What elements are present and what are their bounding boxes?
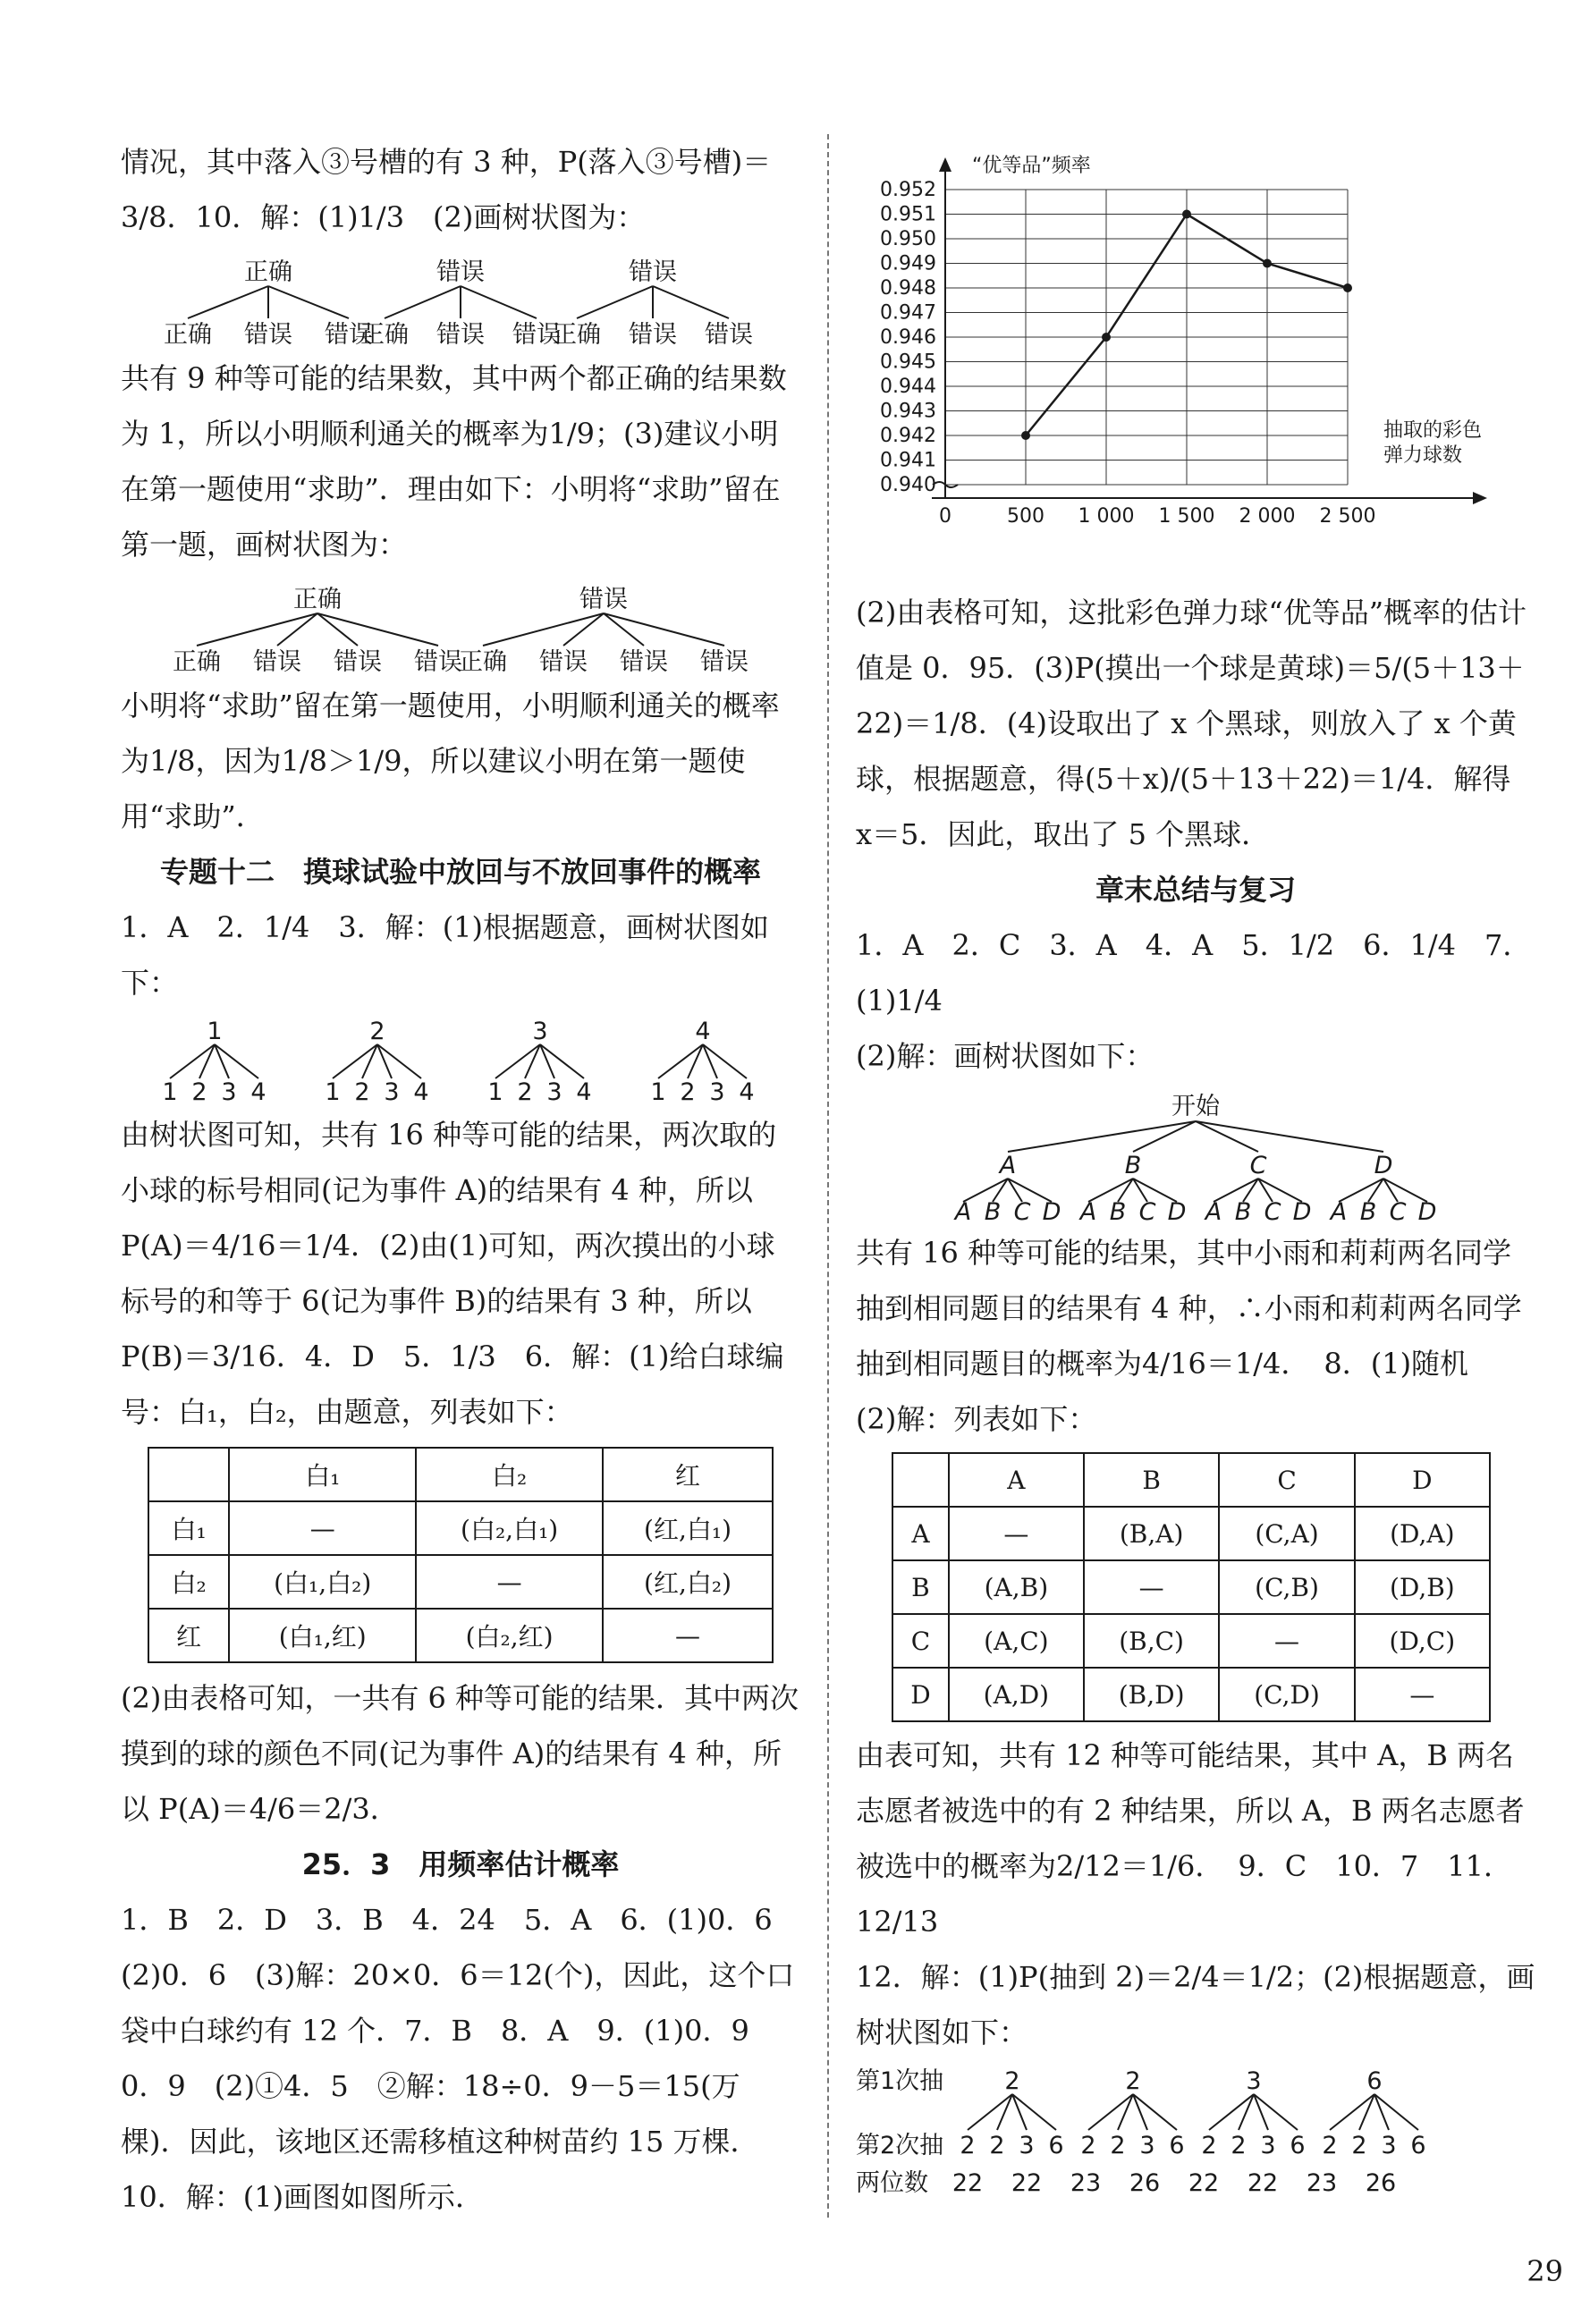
y-tick-label: 0.940 [880,474,936,496]
tree-leaf: C [1013,1198,1031,1221]
tree-leaf: 错误 [629,321,677,347]
tree-leaf: 2 [1322,2132,1338,2159]
tree-leaf: 错误 [334,648,382,674]
table-cell: (D,B) [1355,1560,1490,1614]
answer-paragraph: 1．A 2．1/4 3．解：(1)根据题意，画树状图如下： [121,910,770,1000]
section-heading: 章末总结与复习 [1095,873,1296,907]
tree-leaf: 正确 [173,648,221,674]
tree-group [1204,1152,1312,1221]
y-tick-label: 0.947 [880,301,936,325]
table-row [892,1507,1490,1560]
tree-node: A [999,1152,1017,1179]
number-label: 26 [1129,2169,1161,2197]
data-point [1343,283,1352,292]
x-tick-label: 1 500 [1158,505,1215,528]
x-tick-label: 2 000 [1239,505,1296,528]
tree-root: 错误 [629,258,677,286]
table-cell [148,1448,229,1501]
tree-leaf: C [1389,1198,1407,1221]
answer-paragraph: (2)由表格可知，这批彩色弹力球“优等品”概率的估计值是 0．95．(3)P(摸出一个球是黄球)＝5/(5＋13＋22)＝1/8．(4)设取出了 x 个黑球，则放入了 x 个黄球，根据题意，得(5＋x)/(5＋13＋22)＝1/4．解得 x＝5．因此，取出了 5 个黑球． [856,596,1527,851]
tree-group [553,258,753,347]
x-tick-label: 0 [939,505,951,528]
chart-grid [945,190,1348,485]
table-cell: (D,C) [1355,1614,1490,1668]
table-cell: B [892,1560,949,1614]
tree-group [487,1018,591,1103]
tree-leaf: 错误 [244,321,292,347]
tree-group [360,258,561,347]
tree-leaf: 3 [221,1078,237,1103]
tree-leaf: 6 [1048,2132,1064,2159]
page-number: 29 [1527,2254,1563,2288]
table-cell: 白₁ [148,1501,229,1555]
tree-leaf: 错误 [414,648,462,674]
y-tick-label: 0.941 [880,449,936,472]
tree-leaf: 2 [1201,2132,1217,2159]
tree-leaf: 2 [989,2132,1005,2159]
table-cell: 白₂ [416,1448,603,1501]
data-point [1102,333,1111,342]
tree-root: 2 [1004,2067,1020,2095]
chart-y-ticks [880,179,936,496]
table-row [892,1614,1490,1668]
table-cell: (A,B) [949,1560,1084,1614]
tree-leaf: A [1205,1198,1222,1221]
table-cell: A [892,1507,949,1560]
tree-root: 开始 [1171,1093,1220,1120]
tree-group [325,1018,428,1103]
tree-leaf: 正确 [459,648,507,674]
y-tick-label: 0.945 [880,351,936,374]
table-cell [892,1453,949,1507]
tree-leaf: 2 [354,1078,370,1103]
tree-leaf: 6 [1169,2132,1185,2159]
tree-leaf: 4 [413,1078,429,1103]
y-tick-label: 0.943 [880,400,936,423]
tree-leaf: D [1167,1198,1187,1221]
chart-x-label: 抽取的彩色弹力球数 [1383,419,1483,467]
tree-leaf: 错误 [325,321,373,347]
table-row [892,1560,1490,1614]
tree-leaf: 2 [680,1078,696,1103]
table-cell: D [1355,1453,1490,1507]
section-heading: 专题十二 摸球试验中放回与不放回事件的概率 [159,855,761,889]
left-column [121,134,800,2225]
table-cell: (白₂,红) [416,1609,603,1662]
tree-group [1078,1152,1187,1221]
tree-leaf: 2 [1110,2132,1126,2159]
tree-root: 3 [532,1018,548,1045]
tree-root: 4 [695,1018,711,1045]
tree-group [162,1018,266,1103]
tree-diagram-5 [856,2064,1535,2198]
table-cell: C [892,1614,949,1668]
table-cell: — [1219,1614,1354,1668]
number-label: 22 [1011,2169,1043,2197]
tree-leaf: C [1138,1198,1156,1221]
tree-root: 2 [369,1018,385,1045]
section-heading: 25．3 用频率估计概率 [301,1847,620,1881]
tree-root: 错误 [436,258,485,286]
data-point [1263,259,1272,268]
data-point [1182,210,1191,219]
x-axis-arrow [1473,492,1487,504]
tree-leaf: 错误 [705,321,753,347]
table-cell: (C,B) [1219,1560,1354,1614]
tree-leaf: 4 [250,1078,266,1103]
table-cell: (白₁,白₂) [229,1555,416,1609]
tree-leaf: 6 [1410,2132,1426,2159]
y-tick-label: 0.946 [880,326,936,349]
answer-paragraph: (2)由表格可知，一共有 6 种等可能的结果．其中两次摸到的球的颜色不同(记为事件 A)的结果有 4 种，所以 P(A)＝4/6＝2/3． [121,1681,799,1826]
table-row [148,1501,773,1555]
tree-leaf: B [1359,1198,1377,1221]
tree-root: 错误 [579,586,628,613]
tree-leaf: 1 [487,1078,503,1103]
tree-leaf: 6 [1290,2132,1306,2159]
tree-leaf: 4 [576,1078,592,1103]
table-cell: (白₂,白₁) [416,1501,603,1555]
tree-leaf: 错误 [539,648,588,674]
tree-group [650,1018,754,1103]
tree-leaf: 4 [739,1078,755,1103]
table-cell: (C,A) [1219,1507,1354,1560]
tree-group [173,586,462,674]
tree-leaf: 3 [1260,2132,1276,2159]
column-divider [827,134,829,2218]
tree-root: 1 [207,1018,223,1045]
tree-leaf: 3 [1139,2132,1155,2159]
tree-leaf: 3 [384,1078,400,1103]
tree-root: 正确 [293,586,342,613]
table-cell: 白₂ [148,1555,229,1609]
table-cell: — [949,1507,1084,1560]
tree-group [1080,2067,1184,2159]
tree-leaf: 1 [650,1078,666,1103]
tree-diagram-2 [121,576,800,674]
answer-paragraph: 1．A 2．C 3．A 4．A 5．1/2 6．1/4 7．(1)1/4 [856,928,1532,1018]
y-tick-label: 0.949 [880,252,936,275]
answer-paragraph: 由表可知，共有 12 种等可能结果，其中 A，B 两名志愿者被选中的有 2 种结果，所以 A，B 两名志愿者被选中的概率为2/12＝1/6． 9．C 10．7 11．12/13 [856,1738,1525,1939]
table-row [148,1609,773,1662]
tree-leaf: A [1079,1198,1097,1221]
number-label: 26 [1365,2169,1397,2197]
table-cell: (A,C) [949,1614,1084,1668]
number-label: 23 [1306,2169,1338,2197]
answer-paragraph: 共有 9 种等可能的结果数，其中两个都正确的结果数为 1，所以小明顺利通关的概率为1/9；(3)建议小明在第一题使用“求助”．理由如下：小明将“求助”留在第一题，画树状图为： [121,361,787,562]
tree-leaf: 2 [1351,2132,1367,2159]
tree-leaf: 正确 [360,321,409,347]
y-tick-label: 0.952 [880,179,936,201]
tree-diagram-1 [121,249,800,347]
table-cell: B [1084,1453,1220,1507]
tree-leaf: D [1042,1198,1061,1221]
tree-leaf: 1 [325,1078,341,1103]
number-label: 22 [1247,2169,1279,2197]
y-tick-label: 0.951 [880,203,936,226]
x-tick-label: 500 [1007,505,1044,528]
table-cell: A [949,1453,1084,1507]
table-cell: 红 [148,1609,229,1662]
table-cell: 红 [603,1448,773,1501]
answer-paragraph: 由树状图可知，共有 16 种等可能的结果，两次取的小球的标号相同(记为事件 A)的结果有 4 种，所以P(A)＝4/16＝1/4．(2)由(1)可知，两次摸出的小球标号的和等于 6(记为事件 B)的结果有 3 种，所以 P(B)＝3/16．4．D 5．1/3 6．解：(1)给白球编号：白₁，白₂，由题意，列表如下： [121,1118,784,1429]
table-cell: — [1084,1560,1220,1614]
tree-leaf: 错误 [512,321,561,347]
number-label: 22 [951,2169,984,2197]
y-tick-label: 0.944 [880,376,936,398]
tree-leaf: C [1264,1198,1281,1221]
table-header-row [892,1453,1490,1507]
table-row [892,1668,1490,1721]
tree-leaf: 错误 [253,648,301,674]
tree-leaf: 错误 [620,648,668,674]
tree-leaf: 2 [960,2132,976,2159]
tree-root: 6 [1366,2067,1383,2095]
tree-group [1329,1152,1437,1221]
table-cell: (C,D) [1219,1668,1354,1721]
table-white-red [148,1447,774,1663]
tree-leaf: 3 [709,1078,725,1103]
table-cell: C [1219,1453,1354,1507]
tree-leaf: 错误 [436,321,485,347]
tree-leaf: 3 [1019,2132,1035,2159]
answer-paragraph: 情况，其中落入③号槽的有 3 种，P(落入③号槽)＝3/8．10．解：(1)1/3 (2)画树状图为： [121,145,772,234]
table-cell: — [416,1555,603,1609]
tree-group [953,1152,1061,1221]
tree-leaf: 3 [1381,2132,1397,2159]
table-cell: (B,D) [1084,1668,1220,1721]
table-row [148,1555,773,1609]
tree-leaf: 3 [546,1078,562,1103]
data-point [1021,431,1030,440]
tree-leaf: 2 [1080,2132,1096,2159]
answer-paragraph: (2)解：列表如下： [856,1402,1097,1436]
table-cell: (A,D) [949,1668,1084,1721]
tree-leaf: 2 [191,1078,207,1103]
table-cell: D [892,1668,949,1721]
tree-leaf: D [1417,1198,1437,1221]
table-cell: (B,A) [1084,1507,1220,1560]
tree-leaf: B [1234,1198,1252,1221]
tree-row-label: 第2次抽 [856,2132,944,2159]
table-cell: (D,A) [1355,1507,1490,1560]
tree-group [1201,2067,1305,2159]
tree-leaf: 2 [517,1078,533,1103]
chart-title: “优等品”频率 [972,155,1091,177]
answer-paragraph: 共有 16 种等可能的结果，其中小雨和莉莉两名同学抽到相同题目的结果有 4 种，∴小雨和莉莉两名同学抽到相同题目的概率为4/16＝1/4． 8．(1)随机 [856,1236,1522,1381]
number-label: 23 [1070,2169,1102,2197]
answer-paragraph: 1．B 2．D 3．B 4．24 5．A 6．(1)0．6 (2)0．6 (3)解：20×0．6＝12(个)，因此，这个口袋中白球约有 12 个．7．B 8．A 9．(1)0．9 0．9 (2)①4．5 ②解：18÷0．9－5＝15(万棵)．因此，该地区还需移植这种树苗约 15 万棵．10．解：(1)画图如图所示． [121,1903,801,2214]
tree-row-label: 第1次抽 [856,2067,944,2095]
tree-leaf: 2 [1231,2132,1247,2159]
tree-leaf: 正确 [164,321,212,347]
two-digit-numbers [952,2169,1396,2197]
tree-node: C [1249,1152,1267,1179]
tree-group [960,2067,1063,2159]
table-volunteers [892,1452,1491,1722]
table-cell: (红,白₁) [603,1501,773,1555]
y-axis-arrow [939,157,951,172]
table-cell: (红,白₂) [603,1555,773,1609]
tree-leaf: A [954,1198,972,1221]
tree-node: D [1374,1152,1393,1179]
tree-group [1322,2067,1425,2159]
x-tick-label: 2 500 [1319,505,1376,528]
chart-x-ticks [939,505,1375,528]
tree-leaf: 1 [162,1078,178,1103]
table-cell: — [229,1501,416,1555]
right-column [856,134,1535,2201]
answer-paragraph: (2)解：画树状图如下： [856,1039,1154,1073]
tree-leaf: A [1330,1198,1348,1221]
y-tick-label: 0.948 [880,277,936,300]
y-tick-label: 0.942 [880,425,936,447]
tree-group [164,258,373,347]
tree-leaf: D [1292,1198,1312,1221]
table-cell: — [603,1609,773,1662]
tree-leaf: B [1109,1198,1127,1221]
table-cell: 白₁ [229,1448,416,1501]
tree-node: B [1124,1152,1142,1179]
table-cell: — [1355,1668,1490,1721]
table-cell: (白₁,红) [229,1609,416,1662]
answer-paragraph: 小明将“求助”留在第一题使用，小明顺利通关的概率为1/8，因为1/8＞1/9，所以建议小明在第一题使用“求助”． [121,689,780,833]
tree-leaf: 正确 [553,321,601,347]
table-cell: (B,C) [1084,1614,1220,1668]
tree-diagram-3 [121,1014,800,1103]
x-tick-label: 1 000 [1078,505,1135,528]
tree-row-label: 两位数 [856,2169,928,2197]
table-header-row [148,1448,773,1501]
tree-group [459,586,748,674]
answer-paragraph: 12．解：(1)P(抽到 2)＝2/4＝1/2；(2)根据题意，画树状图如下： [856,1960,1535,2049]
frequency-line-chart [856,134,1535,581]
number-label: 22 [1188,2169,1220,2197]
tree-leaf: B [984,1198,1002,1221]
y-tick-label: 0.950 [880,228,936,250]
tree-leaf: 错误 [700,648,748,674]
tree-root: 3 [1246,2067,1262,2095]
tree-root: 正确 [244,258,292,286]
tree-diagram-4 [856,1087,1535,1221]
tree-root: 2 [1125,2067,1141,2095]
